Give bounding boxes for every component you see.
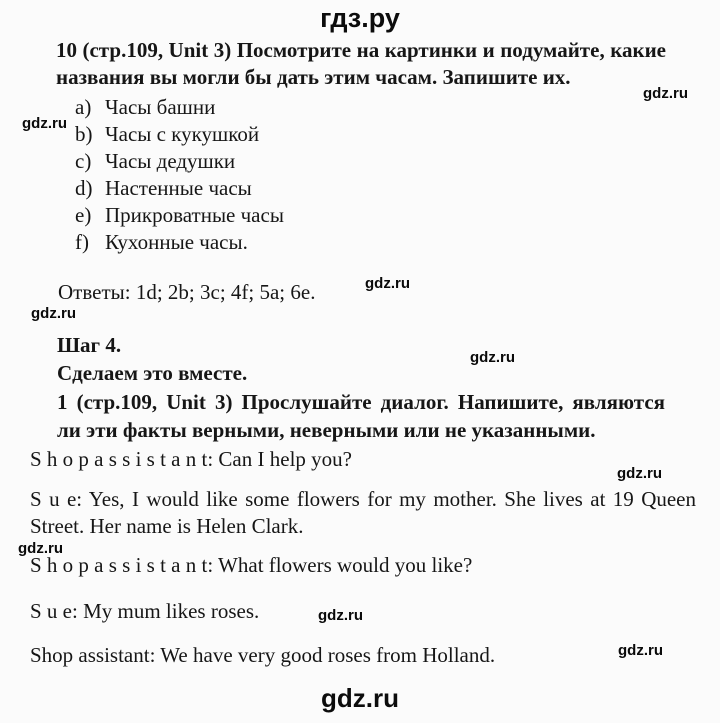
option-text: Часы башни bbox=[105, 95, 216, 119]
option-label: f) bbox=[75, 230, 89, 254]
option-label: a) bbox=[75, 95, 92, 119]
gdz-watermark: gdz.ru bbox=[318, 607, 363, 624]
task10-heading: 10 (стр.109, Unit 3) Посмотрите на картинки и подумайте, какие названия вы могли бы дать этим часам. Запишите их. bbox=[56, 38, 666, 89]
list-item bbox=[75, 175, 575, 202]
task10-options-list bbox=[75, 94, 575, 256]
step4-subtitle: Сделаем это вместе. bbox=[57, 361, 248, 385]
gdz-watermark: gdz.ru bbox=[617, 465, 662, 482]
option-label: c) bbox=[75, 149, 92, 173]
gdz-watermark: gdz.ru bbox=[365, 275, 410, 292]
option-text: Часы дедушки bbox=[105, 149, 236, 173]
site-logo-footer: gdz.ru bbox=[321, 683, 399, 713]
option-label: d) bbox=[75, 176, 93, 200]
gdz-watermark: gdz.ru bbox=[18, 540, 63, 557]
dialog-line-shop-assistant-3: Shop assistant: We have very good roses from Holland. bbox=[30, 643, 496, 667]
gdz-watermark: gdz.ru bbox=[618, 642, 663, 659]
gdz-watermark: gdz.ru bbox=[470, 349, 515, 366]
option-text: Настенные часы bbox=[105, 176, 252, 200]
gdz-watermark: gdz.ru bbox=[31, 305, 76, 322]
option-text: Прикроватные часы bbox=[105, 203, 284, 227]
option-text: Кухонные часы. bbox=[105, 230, 248, 254]
site-logo-header: гдз.ру bbox=[320, 3, 400, 33]
list-item bbox=[75, 121, 575, 148]
task1-heading: 1 (стр.109, Unit 3) Прослушайте диалог. Напишите, являются ли эти факты верными, неверными или не указанными. bbox=[57, 390, 665, 442]
list-item bbox=[75, 202, 575, 229]
list-item bbox=[75, 229, 575, 256]
task10-answers: Ответы: 1d; 2b; 3c; 4f; 5a; 6e. bbox=[58, 280, 316, 304]
dialog-line-sue-1: S u e: Yes, I would like some flowers for my mother. She lives at 19 Queen Street. Her name is Helen Clark. bbox=[30, 487, 696, 538]
list-item bbox=[75, 148, 575, 175]
option-text: Часы с кукушкой bbox=[105, 122, 260, 146]
option-label: e) bbox=[75, 203, 92, 227]
step4-title: Шаг 4. bbox=[57, 333, 122, 357]
dialog-line-shop-assistant-2: S h o p a s s i s t a n t: What flowers would you like? bbox=[30, 553, 473, 577]
gdz-watermark: gdz.ru bbox=[22, 115, 67, 132]
option-label: b) bbox=[75, 122, 93, 146]
list-item bbox=[75, 94, 575, 121]
gdz-watermark: gdz.ru bbox=[643, 85, 688, 102]
dialog-line-shop-assistant-1: S h o p a s s i s t a n t: Can I help you? bbox=[30, 447, 352, 471]
dialog-line-sue-2: S u e: My mum likes roses. bbox=[30, 599, 260, 623]
